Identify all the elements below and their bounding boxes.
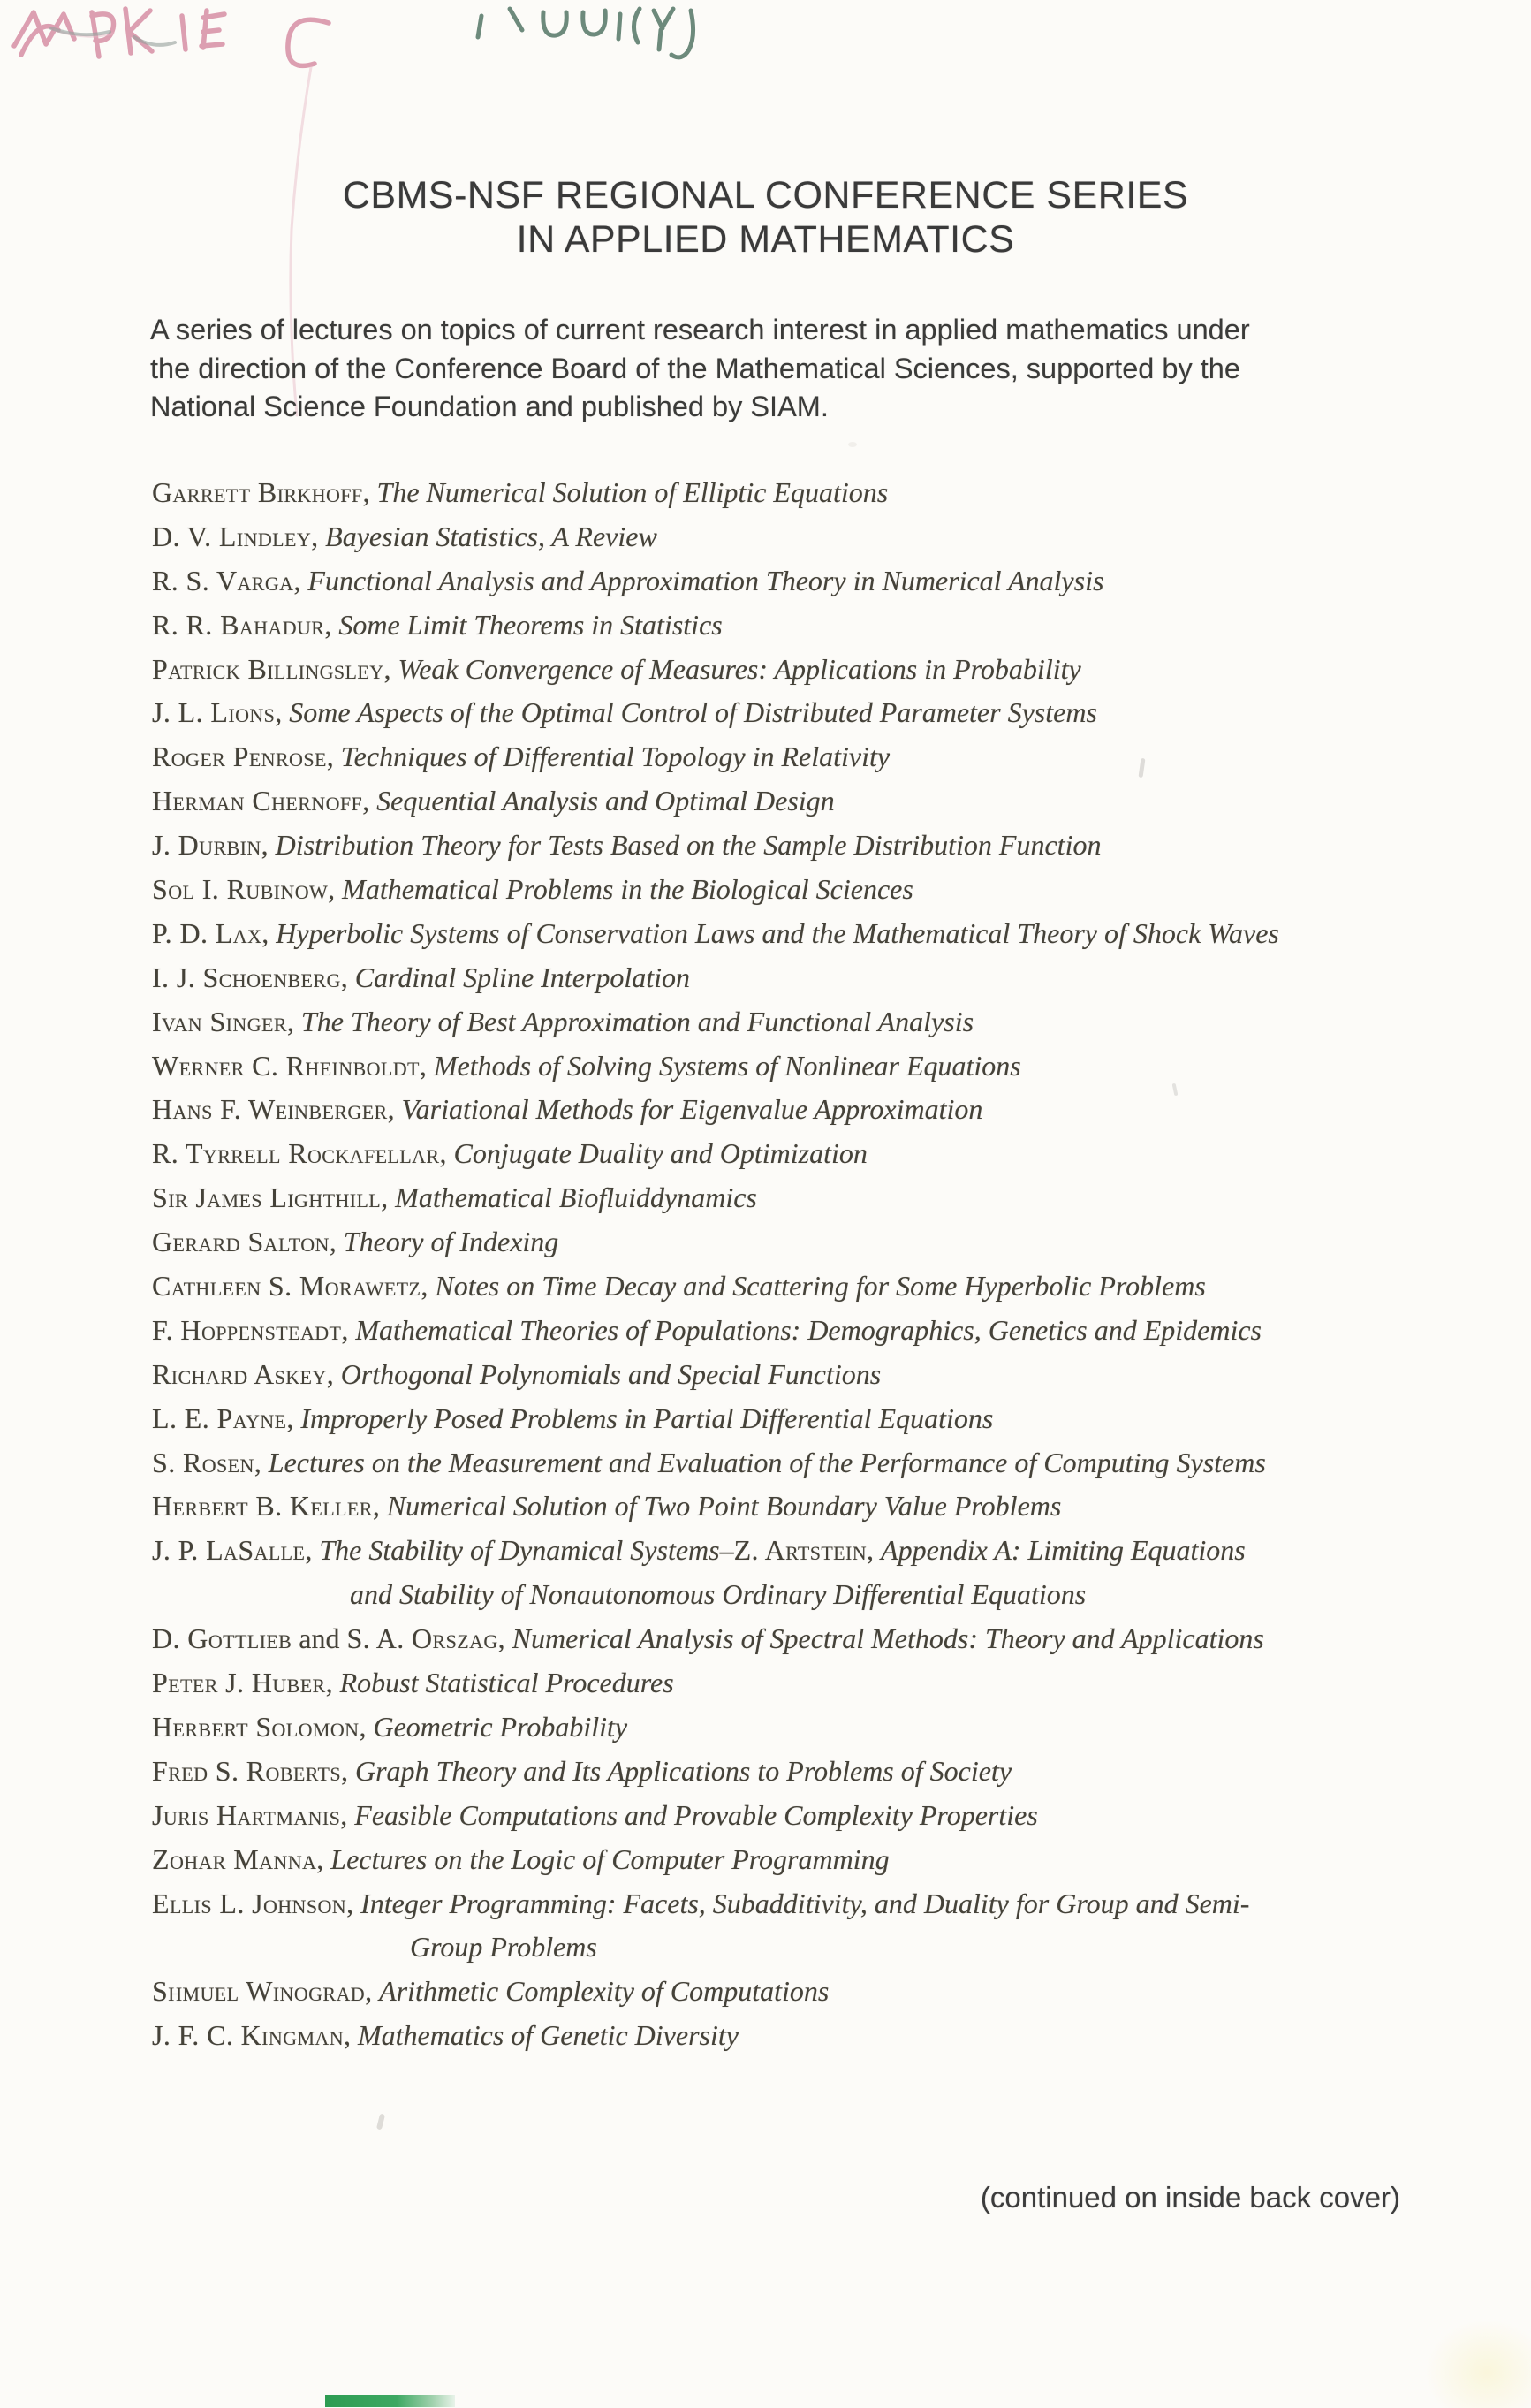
entry-plain: , bbox=[340, 961, 355, 993]
entry-title: Distribution Theory for Tests Based on the Sample Distribution Function bbox=[275, 829, 1102, 862]
entry-title: Mathematical Biofluiddynamics bbox=[395, 1181, 757, 1214]
entry-title: Some Limit Theorems in Statistics bbox=[338, 608, 723, 641]
series-entry bbox=[152, 1000, 1459, 1044]
entry-plain: , bbox=[316, 1842, 331, 1875]
entry-name: D. V. Lindley bbox=[152, 520, 312, 552]
entry-title: Lectures on the Measurement and Evaluation of the Performance of Computing Systems bbox=[268, 1446, 1266, 1478]
entry-line bbox=[152, 1353, 1459, 1397]
entry-name: Ivan Singer bbox=[152, 1005, 287, 1037]
series-entry bbox=[152, 956, 1459, 1000]
entry-line bbox=[152, 1132, 1459, 1176]
series-description bbox=[150, 311, 1405, 427]
entry-title: The Stability of Dynamical Systems bbox=[319, 1534, 720, 1567]
series-entry bbox=[152, 515, 1459, 559]
series-description-line: A series of lectures on topics of current research interest in applied mathematics under bbox=[150, 314, 1250, 346]
series-entry bbox=[152, 868, 1459, 912]
entry-name: J. Durbin bbox=[152, 829, 261, 862]
entry-line bbox=[152, 956, 1459, 1000]
entry-plain: , bbox=[439, 1137, 454, 1170]
series-entry bbox=[152, 1441, 1459, 1485]
entry-title: Mathematics of Genetic Diversity bbox=[357, 2019, 739, 2052]
series-entry bbox=[152, 604, 1459, 648]
series-entry bbox=[152, 1794, 1459, 1838]
entry-line bbox=[152, 648, 1459, 692]
entry-line bbox=[152, 1220, 1459, 1265]
entry-plain: , bbox=[324, 608, 339, 641]
entry-title: Sequential Analysis and Optimal Design bbox=[376, 785, 835, 817]
entry-line bbox=[152, 559, 1459, 604]
series-title-line2: IN APPLIED MATHEMATICS bbox=[516, 218, 1015, 261]
entry-title: Some Aspects of the Optimal Control of Distributed Parameter Systems bbox=[289, 696, 1097, 729]
series-description-line: National Science Foundation and published by SIAM. bbox=[150, 391, 829, 422]
series-entry bbox=[152, 779, 1459, 824]
entry-line bbox=[152, 1573, 1459, 1617]
entry-plain: , bbox=[311, 520, 326, 552]
series-entry bbox=[152, 1088, 1459, 1132]
series-entry bbox=[152, 471, 1459, 515]
entry-plain: , bbox=[362, 785, 377, 817]
series-entry bbox=[152, 648, 1459, 692]
entry-title: Integer Programming: Facets, Subadditivity, and Duality for Group and Semi- bbox=[360, 1887, 1250, 1919]
entry-plain: , bbox=[254, 1446, 269, 1478]
entry-plain: , bbox=[305, 1534, 320, 1567]
entry-title: The Numerical Solution of Elliptic Equations bbox=[376, 476, 889, 508]
entry-line bbox=[152, 1970, 1459, 2014]
entry-plain: , bbox=[421, 1270, 436, 1303]
series-entry bbox=[152, 691, 1459, 735]
entry-title: Variational Methods for Eigenvalue Approximation bbox=[401, 1093, 983, 1126]
entry-line bbox=[152, 1176, 1459, 1220]
entry-line bbox=[152, 1088, 1459, 1132]
entry-line bbox=[152, 735, 1459, 779]
entry-plain: , bbox=[340, 1798, 355, 1831]
series-entry bbox=[152, 1970, 1459, 2014]
series-entry bbox=[152, 1529, 1459, 1617]
entry-plain: , bbox=[326, 1357, 341, 1390]
entry-title: Conjugate Duality and Optimization bbox=[453, 1137, 868, 1170]
entry-plain: , bbox=[286, 1005, 301, 1037]
entry-plain: , bbox=[867, 1534, 882, 1567]
entry-plain: , bbox=[329, 1226, 344, 1258]
entry-title: Geometric Probability bbox=[373, 1710, 628, 1743]
entry-plain: , bbox=[387, 1093, 402, 1126]
entry-title: Theory of Indexing bbox=[343, 1226, 559, 1258]
entry-line bbox=[152, 515, 1459, 559]
entry-plain: , bbox=[419, 1049, 434, 1082]
entry-plain: – bbox=[719, 1534, 734, 1567]
green-scrawl-marks bbox=[478, 9, 693, 57]
entry-name: R. S. Varga bbox=[152, 564, 294, 596]
series-entry bbox=[152, 1044, 1459, 1089]
entry-line bbox=[152, 1441, 1459, 1485]
entry-plain: , bbox=[383, 652, 398, 685]
entry-name: Juris Hartmanis bbox=[152, 1798, 341, 1831]
entry-name: Herbert Solomon bbox=[152, 1710, 360, 1743]
entry-name: R. R. Bahadur bbox=[152, 608, 325, 641]
series-entry bbox=[152, 1750, 1459, 1794]
entry-name: Ellis L. Johnson bbox=[152, 1887, 347, 1919]
entry-plain: , bbox=[261, 829, 276, 862]
entry-line bbox=[152, 1838, 1459, 1882]
series-entry bbox=[152, 1353, 1459, 1397]
entry-plain: , bbox=[328, 873, 343, 906]
entry-plain: , bbox=[381, 1181, 396, 1214]
entry-name: Werner C. Rheinboldt bbox=[152, 1049, 420, 1082]
entry-title: Cardinal Spline Interpolation bbox=[354, 961, 691, 993]
entry-name: Zohar Manna bbox=[152, 1842, 317, 1875]
scan-speckle bbox=[848, 442, 857, 447]
entry-line bbox=[152, 1794, 1459, 1838]
entry-title: Notes on Time Decay and Scattering for Some Hyperbolic Problems bbox=[435, 1270, 1206, 1303]
entry-name: Garrett Birkhoff bbox=[152, 476, 363, 508]
series-entry bbox=[152, 1265, 1459, 1309]
entry-line bbox=[152, 691, 1459, 735]
entry-title: Functional Analysis and Approximation Theory in Numerical Analysis bbox=[307, 564, 1104, 596]
series-entry bbox=[152, 1309, 1459, 1353]
series-entry bbox=[152, 1220, 1459, 1265]
entry-name: Z. Artstein bbox=[733, 1534, 868, 1567]
entry-title: Bayesian Statistics, A Review bbox=[325, 520, 657, 552]
entry-line bbox=[152, 1529, 1459, 1573]
series-entry bbox=[152, 824, 1459, 868]
scan-speckle bbox=[376, 2114, 385, 2131]
entry-plain: , bbox=[326, 741, 341, 773]
entry-line bbox=[152, 1397, 1459, 1441]
entry-title: Feasible Computations and Provable Complexity Properties bbox=[354, 1798, 1038, 1831]
entry-line bbox=[152, 1265, 1459, 1309]
entry-title: Mathematical Problems in the Biological Sciences bbox=[342, 873, 913, 906]
entry-title: Methods of Solving Systems of Nonlinear Equations bbox=[433, 1049, 1021, 1082]
entry-line bbox=[152, 1044, 1459, 1089]
entry-line bbox=[152, 1000, 1459, 1044]
series-entry bbox=[152, 912, 1459, 956]
series-entry bbox=[152, 1397, 1459, 1441]
entry-title: Hyperbolic Systems of Conservation Laws and the Mathematical Theory of Shock Waves bbox=[276, 916, 1279, 949]
entry-line bbox=[152, 868, 1459, 912]
entry-plain: , bbox=[372, 1490, 387, 1523]
pink-scrawl-marks bbox=[14, 9, 329, 65]
entry-plain: , bbox=[275, 696, 290, 729]
entry-line bbox=[152, 912, 1459, 956]
entry-title: Lectures on the Logic of Computer Programming bbox=[330, 1842, 890, 1875]
entry-line bbox=[152, 2014, 1459, 2058]
series-title-line1: CBMS-NSF REGIONAL CONFERENCE SERIES bbox=[342, 174, 1189, 216]
entry-plain: , bbox=[293, 564, 308, 596]
entry-title: The Theory of Best Approximation and Functional Analysis bbox=[300, 1005, 974, 1037]
entry-plain: , bbox=[365, 1975, 380, 2008]
series-entry bbox=[152, 1661, 1459, 1705]
series-title bbox=[0, 173, 1531, 262]
series-entry bbox=[152, 1176, 1459, 1220]
entry-title: Mathematical Theories of Populations: Demographics, Genetics and Epidemics bbox=[355, 1313, 1262, 1346]
entry-line bbox=[152, 1661, 1459, 1705]
entry-line bbox=[152, 1617, 1459, 1661]
entry-name: Herbert B. Keller bbox=[152, 1490, 373, 1523]
entry-name: S. A. Orszag bbox=[346, 1622, 498, 1655]
series-entry bbox=[152, 1132, 1459, 1176]
entry-name: Patrick Billingsley bbox=[152, 652, 384, 685]
entry-title: Arithmetic Complexity of Computations bbox=[379, 1975, 830, 2008]
series-entry bbox=[152, 1617, 1459, 1661]
entry-name: Shmuel Winograd bbox=[152, 1975, 366, 2008]
entry-title: Numerical Analysis of Spectral Methods: Theory and Applications bbox=[512, 1622, 1264, 1655]
entry-name: J. F. C. Kingman bbox=[152, 2019, 344, 2052]
entry-line bbox=[152, 824, 1459, 868]
series-entry bbox=[152, 1838, 1459, 1882]
entry-title: Group Problems bbox=[410, 1931, 597, 1964]
series-entry bbox=[152, 1705, 1459, 1750]
entry-title: Numerical Solution of Two Point Boundary Value Problems bbox=[386, 1490, 1062, 1523]
entry-name: Gerard Salton bbox=[152, 1226, 330, 1258]
entry-name: Peter J. Huber bbox=[152, 1667, 326, 1699]
scan-artifact-green-bar bbox=[325, 2395, 455, 2407]
entry-title: Robust Statistical Procedures bbox=[339, 1667, 674, 1699]
entry-name: Hans F. Weinberger bbox=[152, 1093, 388, 1126]
entry-name: Sir James Lighthill bbox=[152, 1181, 382, 1214]
entry-title: Techniques of Differential Topology in Relativity bbox=[340, 741, 891, 773]
entry-name: Roger Penrose bbox=[152, 741, 327, 773]
entry-plain: , bbox=[340, 1754, 355, 1787]
series-entry bbox=[152, 1882, 1459, 1971]
entry-line bbox=[152, 1309, 1459, 1353]
entry-line bbox=[152, 604, 1459, 648]
entry-name: P. D. Lax bbox=[152, 916, 262, 949]
entry-name: Cathleen S. Morawetz bbox=[152, 1270, 421, 1303]
entry-line bbox=[152, 471, 1459, 515]
series-entry bbox=[152, 559, 1459, 604]
entry-title: and Stability of Nonautonomous Ordinary Differential Equations bbox=[350, 1578, 1087, 1611]
series-entry bbox=[152, 1485, 1459, 1529]
entry-plain: , bbox=[359, 1710, 374, 1743]
entry-line bbox=[152, 1882, 1459, 1926]
entry-plain: , bbox=[286, 1402, 301, 1434]
entry-name: J. L. Lions bbox=[152, 696, 276, 729]
entry-title: Appendix A: Limiting Equations bbox=[881, 1534, 1246, 1567]
entry-plain: and bbox=[292, 1622, 347, 1655]
continued-note: (continued on inside back cover) bbox=[980, 2181, 1400, 2214]
entry-name: Fred S. Roberts bbox=[152, 1754, 341, 1787]
entry-name: I. J. Schoenberg bbox=[152, 961, 341, 993]
entry-plain: , bbox=[261, 916, 277, 949]
entry-line bbox=[152, 1750, 1459, 1794]
entry-name: Herman Chernoff bbox=[152, 785, 363, 817]
entry-plain: , bbox=[341, 1313, 356, 1346]
entry-title: Improperly Posed Problems in Partial Differential Equations bbox=[300, 1402, 994, 1434]
entry-line bbox=[152, 1485, 1459, 1529]
series-entry bbox=[152, 2014, 1459, 2058]
entry-name: F. Hoppensteadt bbox=[152, 1313, 342, 1346]
entry-line bbox=[152, 779, 1459, 824]
series-description-line: the direction of the Conference Board of the Mathematical Sciences, supported by the bbox=[150, 352, 1240, 384]
entry-plain: , bbox=[497, 1622, 512, 1655]
entry-name: J. P. LaSalle bbox=[152, 1534, 306, 1567]
entry-name: R. Tyrrell Rockafellar bbox=[152, 1137, 440, 1170]
entry-title: Orthogonal Polynomials and Special Functions bbox=[340, 1357, 882, 1390]
entry-plain: , bbox=[346, 1887, 361, 1919]
series-entry bbox=[152, 735, 1459, 779]
entry-name: D. Gottlieb bbox=[152, 1622, 292, 1655]
entry-line bbox=[152, 1705, 1459, 1750]
entry-title: Graph Theory and Its Applications to Problems of Society bbox=[354, 1754, 1012, 1787]
entry-name: S. Rosen bbox=[152, 1446, 254, 1478]
entry-plain: , bbox=[325, 1667, 340, 1699]
entry-plain: , bbox=[362, 476, 377, 508]
entry-plain: , bbox=[343, 2019, 358, 2052]
entry-name: L. E. Payne bbox=[152, 1402, 287, 1434]
entry-line bbox=[152, 1926, 1459, 1970]
entry-name: Sol I. Rubinow bbox=[152, 873, 329, 906]
volume-list bbox=[152, 471, 1459, 2058]
entry-title: Weak Convergence of Measures: Applications in Probability bbox=[398, 652, 1081, 685]
entry-name: Richard Askey bbox=[152, 1357, 327, 1390]
